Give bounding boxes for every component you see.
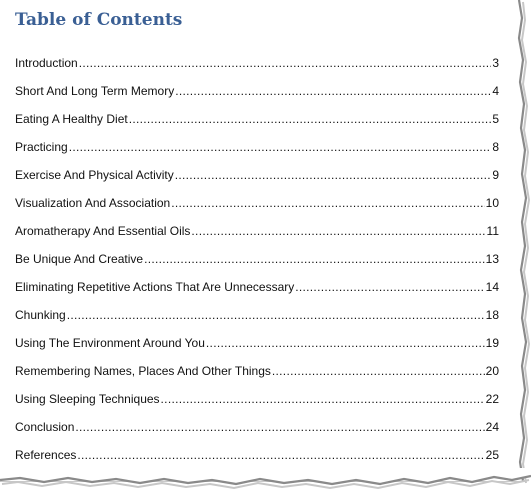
- toc-entry[interactable]: [15, 335, 499, 363]
- toc-entry-page: 25: [485, 448, 499, 462]
- toc-entry-label: Practicing: [15, 140, 68, 154]
- toc-entry[interactable]: [15, 139, 499, 167]
- toc-dot-leader: [175, 167, 492, 184]
- toc-entry[interactable]: [15, 391, 499, 419]
- toc-dot-leader: [77, 447, 484, 464]
- toc-entry-label: Be Unique And Creative: [15, 252, 144, 266]
- toc-entry[interactable]: [15, 167, 499, 195]
- toc-dot-leader: [129, 111, 492, 128]
- toc-entry-page: 10: [485, 196, 499, 210]
- toc-dot-leader: [191, 223, 485, 240]
- toc-entry[interactable]: [15, 251, 499, 279]
- toc-entry-page: 24: [485, 420, 499, 434]
- toc-entry-page: 9: [492, 168, 499, 182]
- toc-entry[interactable]: [15, 223, 499, 251]
- toc-dot-leader: [171, 195, 484, 212]
- toc-dot-leader: [69, 139, 492, 156]
- toc-entry-label: Exercise And Physical Activity: [15, 168, 174, 182]
- toc-dot-leader: [144, 251, 485, 268]
- toc-entry[interactable]: [15, 363, 499, 391]
- toc-entry-label: Remembering Names, Places And Other Things: [15, 364, 271, 378]
- toc-dot-leader: [206, 335, 485, 352]
- toc-list: [15, 55, 499, 475]
- toc-entry[interactable]: [15, 307, 499, 335]
- toc-dot-leader: [272, 363, 485, 380]
- toc-entry-label: References: [15, 448, 77, 462]
- toc-entry-label: Chunking: [15, 308, 66, 322]
- toc-entry-label: Conclusion: [15, 420, 75, 434]
- toc-entry-page: 3: [492, 56, 499, 70]
- toc-entry-page: 13: [485, 252, 499, 266]
- toc-entry[interactable]: [15, 55, 499, 83]
- toc-entry-page: 4: [492, 84, 499, 98]
- toc-dot-leader: [75, 419, 484, 436]
- toc-dot-leader: [67, 307, 485, 324]
- toc-entry-page: 22: [485, 392, 499, 406]
- toc-entry[interactable]: [15, 111, 499, 139]
- toc-entry-page: 18: [485, 308, 499, 322]
- toc-entry[interactable]: [15, 447, 499, 475]
- toc-entry-label: Short And Long Term Memory: [15, 84, 175, 98]
- toc-entry[interactable]: [15, 279, 499, 307]
- toc-entry[interactable]: [15, 83, 499, 111]
- toc-entry-page: 20: [485, 364, 499, 378]
- toc-entry-label: Introduction: [15, 56, 78, 70]
- toc-entry-page: 8: [492, 140, 499, 154]
- toc-entry-page: 5: [492, 112, 499, 126]
- toc-entry-label: Eliminating Repetitive Actions That Are Unnecessary: [15, 280, 295, 294]
- toc-entry[interactable]: [15, 195, 499, 223]
- toc-entry-page: 11: [486, 224, 499, 238]
- toc-dot-leader: [295, 279, 484, 296]
- toc-entry-label: Visualization And Association: [15, 196, 171, 210]
- toc-entry[interactable]: [15, 419, 499, 447]
- toc-dot-leader: [161, 391, 485, 408]
- toc-entry-label: Using The Environment Around You: [15, 336, 205, 350]
- toc-entry-label: Eating A Healthy Diet: [15, 112, 128, 126]
- toc-entry-page: 19: [485, 336, 499, 350]
- toc-dot-leader: [79, 55, 492, 72]
- toc-entry-label: Using Sleeping Techniques: [15, 392, 160, 406]
- toc-entry-label: Aromatherapy And Essential Oils: [15, 224, 191, 238]
- toc-dot-leader: [175, 83, 491, 100]
- toc-title: Table of Contents: [15, 10, 183, 30]
- toc-entry-page: 14: [485, 280, 499, 294]
